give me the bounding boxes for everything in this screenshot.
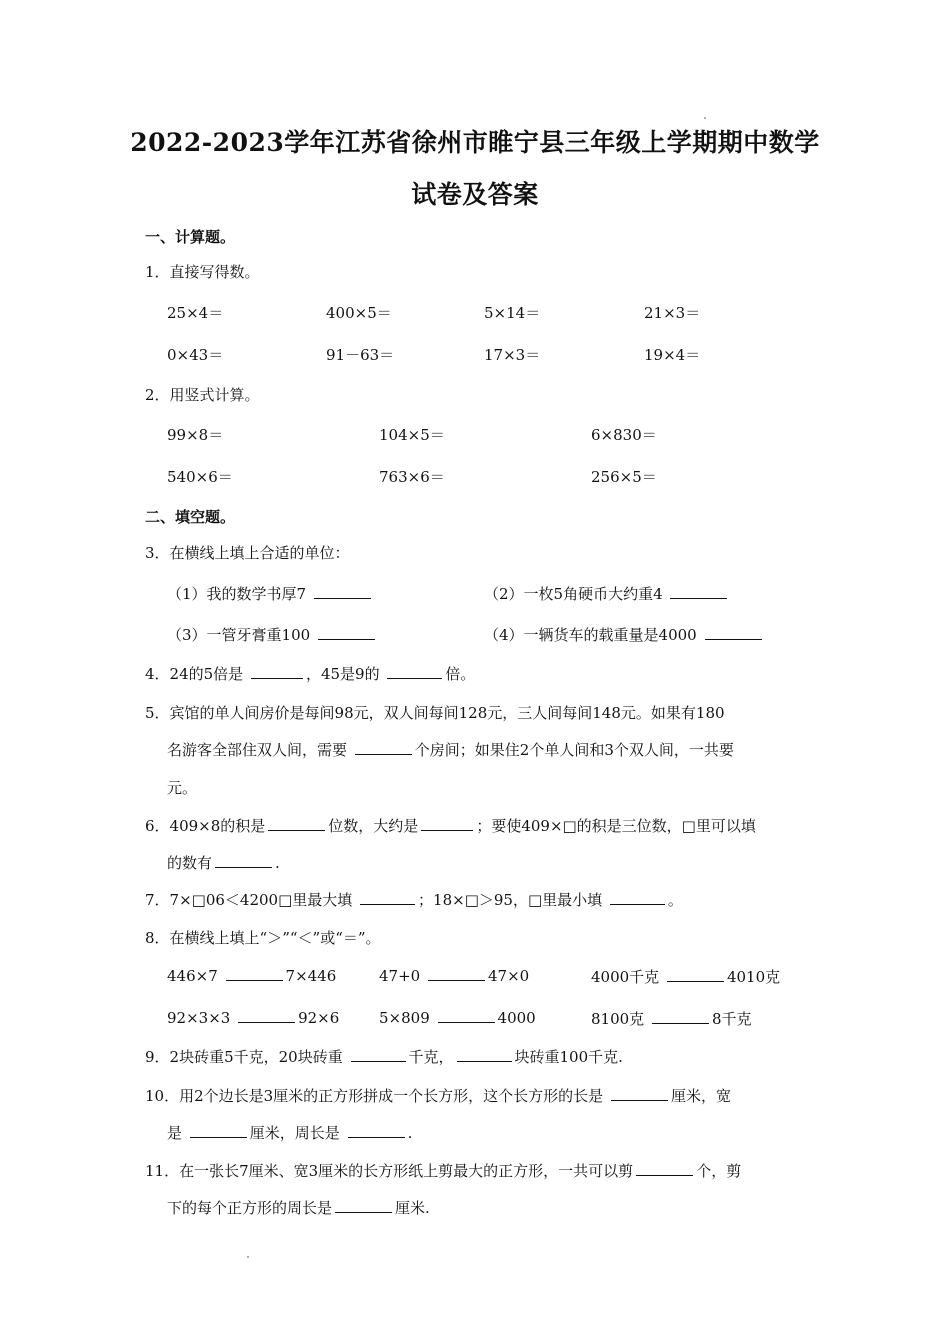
answer-blank[interactable] (190, 1123, 247, 1138)
q2-item: 6×830＝ (591, 426, 657, 444)
question-9: 9．2块砖重5千克，20块砖重 千克， 块砖重100千克. (145, 1048, 623, 1066)
answer-blank[interactable] (318, 625, 375, 640)
question-6-line2: 的数有 . (167, 854, 280, 872)
q1-item: 5×14＝ (484, 304, 541, 322)
question-10-line2: 是 厘米，周长是 . (167, 1124, 413, 1142)
section-heading-fill: 二、填空题。 (145, 508, 236, 526)
answer-blank[interactable] (215, 853, 272, 868)
answer-blank[interactable] (610, 890, 665, 905)
question-5-line3: 元。 (167, 779, 198, 797)
q2-item: 99×8＝ (167, 426, 224, 444)
answer-blank[interactable] (348, 1123, 405, 1138)
q3-item: （3）一管牙膏重100 (167, 624, 378, 645)
q3-item: （1）我的数学书厚7 (167, 583, 374, 604)
q8-item: 8100克 8千克 (591, 1010, 752, 1028)
section-heading-calc: 一、计算题。 (145, 228, 236, 246)
question-2-label: 2．用竖式计算。 (145, 386, 260, 404)
q8-item: 5×809 4000 (379, 1009, 536, 1027)
answer-blank[interactable] (360, 890, 415, 905)
speck-mark (704, 117, 706, 119)
q8-item: 446×7 7×446 (167, 967, 337, 985)
question-10-line1: 10．用2个边长是3厘米的正方形拼成一个长方形，这个长方形的长是 厘米，宽 (145, 1087, 731, 1105)
q8-item: 4000千克 4010克 (591, 968, 781, 986)
answer-blank[interactable] (387, 664, 442, 679)
question-5-line2: 名游客全部住双人间，需要 个房间；如果住2个单人间和3个双人间，一共要 (167, 741, 734, 759)
question-6-line1: 6．409×8的积是 位数，大约是 ；要使409×□的积是三位数，□里可以填 (145, 817, 756, 835)
q3-item: （4）一辆货车的载重量是4000 (484, 624, 765, 645)
answer-blank[interactable] (652, 1009, 709, 1024)
answer-blank[interactable] (636, 1161, 693, 1176)
question-11-line1: 11．在一张长7厘米、宽3厘米的长方形纸上剪最大的正方形，一共可以剪 个，剪 (145, 1162, 742, 1180)
question-5-line1: 5．宾馆的单人间房价是每间98元，双人间每间128元，三人间每间148元。如果有180 (145, 704, 725, 722)
answer-blank[interactable] (457, 1047, 512, 1062)
page-title-line2: 试卷及答案 (411, 180, 539, 209)
q1-item: 17×3＝ (484, 346, 541, 364)
answer-blank[interactable] (335, 1198, 392, 1213)
answer-blank[interactable] (611, 1086, 668, 1101)
answer-blank[interactable] (314, 584, 371, 599)
q2-item: 256×5＝ (591, 468, 657, 486)
question-11-line2: 下的每个正方形的周长是 厘米. (167, 1199, 430, 1217)
q2-item: 104×5＝ (379, 426, 445, 444)
q2-item: 763×6＝ (379, 468, 445, 486)
q1-item: 21×3＝ (644, 304, 701, 322)
answer-blank[interactable] (667, 967, 724, 982)
answer-blank[interactable] (351, 1047, 406, 1062)
speck-mark (247, 1256, 249, 1258)
q8-item: 92×3×3 92×6 (167, 1009, 340, 1027)
answer-blank[interactable] (670, 584, 727, 599)
q3-item: （2）一枚5角硬币大约重4 (484, 583, 730, 604)
answer-blank[interactable] (268, 816, 325, 831)
q1-item: 91－63＝ (326, 346, 395, 364)
page-title-line1: 2022-2023学年江苏省徐州市睢宁县三年级上学期期中数学 (130, 128, 820, 157)
answer-blank[interactable] (438, 1008, 495, 1023)
answer-blank[interactable] (705, 625, 762, 640)
question-1-label: 1．直接写得数。 (145, 263, 260, 281)
question-3-label: 3．在横线上填上合适的单位： (145, 544, 350, 562)
answer-blank[interactable] (428, 966, 485, 981)
answer-blank[interactable] (251, 664, 303, 679)
question-8-label: 8．在横线上填上“＞”“＜”或“＝”。 (145, 929, 381, 947)
question-7: 7．7×□06＜4200□里最大填 ；18×□＞95，□里最小填 。 (145, 891, 683, 909)
answer-blank[interactable] (355, 740, 412, 755)
q1-item: 19×4＝ (644, 346, 701, 364)
answer-blank[interactable] (238, 1008, 295, 1023)
q1-item: 25×4＝ (167, 304, 224, 322)
answer-blank[interactable] (226, 966, 283, 981)
q1-item: 0×43＝ (167, 346, 224, 364)
q1-item: 400×5＝ (326, 304, 392, 322)
answer-blank[interactable] (421, 816, 473, 831)
q8-item: 47+0 47×0 (379, 967, 530, 985)
q2-item: 540×6＝ (167, 468, 233, 486)
question-4: 4．24的5倍是 ，45是9的 倍。 (145, 665, 476, 683)
